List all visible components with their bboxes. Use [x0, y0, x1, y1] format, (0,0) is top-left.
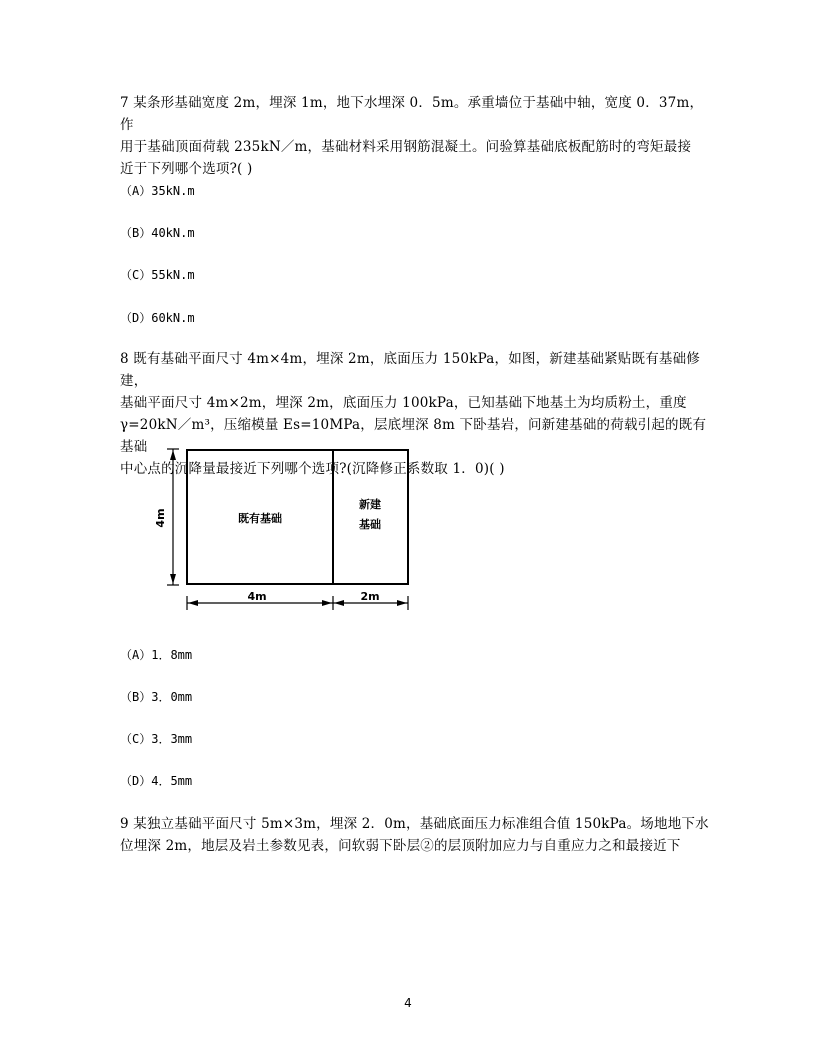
- question-7: [120, 92, 710, 180]
- height-dimension-label: 4m: [154, 508, 167, 528]
- question-7-option-d: （D）60kN.m: [120, 311, 195, 325]
- question-8-line-4: 中心点的沉降量最接近下列哪个选项?(沉降修正系数取 1．0)( ): [120, 461, 505, 477]
- question-7-option-a: （A）35kN.m: [120, 184, 195, 198]
- page-number: 4: [404, 996, 412, 1010]
- existing-foundation-label: 既有基础: [238, 512, 282, 525]
- question-8-line-3: γ=20kN／m³，压缩模量 Es=10MPa，层底埋深 8m 下卧基岩，问新建基础的荷载引起的既有基础: [120, 417, 707, 455]
- question-9-line-2: 位埋深 2m，地层及岩土参数见表，问软弱下卧层②的层顶附加应力与自重应力之和最接近下: [120, 838, 681, 854]
- new-foundation-label-line-2: 基础: [359, 518, 381, 531]
- question-7-option-b: （B）40kN.m: [120, 226, 195, 240]
- question-7-line-1: 7 某条形基础宽度 2m，埋深 1m，地下水埋深 0．5m。承重墙位于基础中轴，宽度 0．37m，作: [120, 95, 704, 133]
- new-foundation-label-line-1: 新建: [359, 498, 381, 511]
- existing-width-dimension-label: 4m: [247, 590, 267, 603]
- question-8-line-1: 8 既有基础平面尺寸 4m×4m，埋深 2m，底面压力 150kPa，如图，新建基础紧贴既有基础修建，: [120, 351, 701, 389]
- question-8-option-a: （A）1．8mm: [120, 648, 193, 662]
- question-8-option-d: （D）4．5mm: [120, 774, 193, 788]
- question-9: [120, 813, 710, 857]
- question-7-option-c: （C）55kN.m: [120, 268, 195, 282]
- question-8-option-b: （B）3．0mm: [120, 690, 193, 704]
- new-width-dimension-label: 2m: [360, 590, 380, 603]
- question-8-option-c: （C）3．3mm: [120, 732, 193, 746]
- question-7-line-2: 用于基础顶面荷载 235kN／m，基础材料采用钢筋混凝土。问验算基础底板配筋时的弯矩最接: [120, 139, 692, 155]
- foundation-outline: [187, 450, 408, 584]
- foundation-plan-diagram: [150, 440, 420, 615]
- question-9-line-1: 9 某独立基础平面尺寸 5m×3m，埋深 2．0m，基础底面压力标准组合值 150kPa。场地地下水: [120, 816, 709, 832]
- question-7-line-3: 近于下列哪个选项?( ): [120, 161, 253, 177]
- question-8-line-2: 基础平面尺寸 4m×2m，埋深 2m，底面压力 100kPa，已知基础下地基土为均质粉土，重度: [120, 395, 687, 411]
